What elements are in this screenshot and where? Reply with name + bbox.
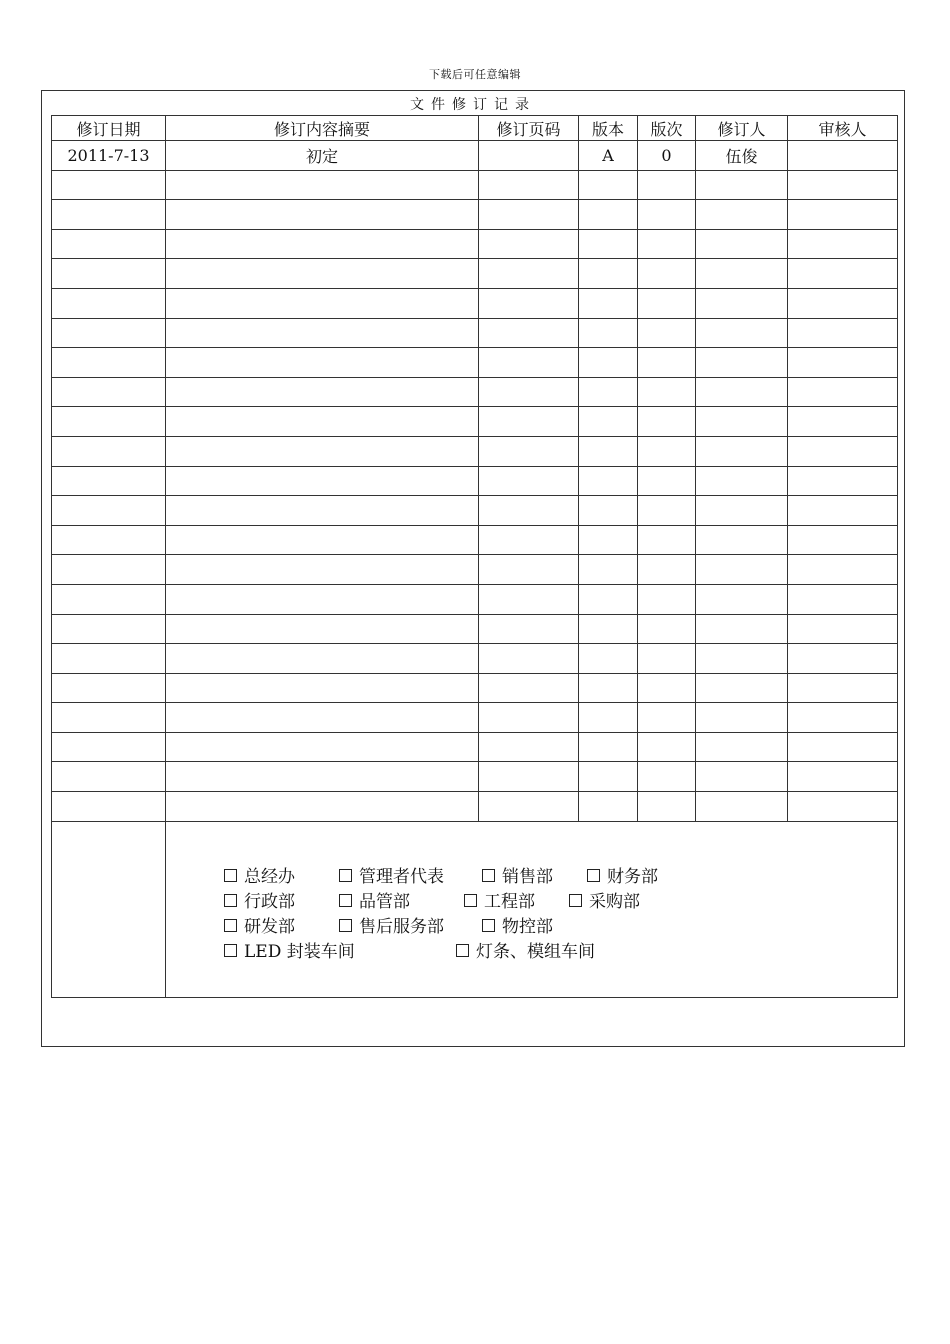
distribution-option-label: 销售部 [502,866,553,887]
distribution-option-label: 财务部 [607,866,658,887]
cell-reviser [696,792,788,822]
cell-revision-pages [479,200,579,230]
cell-revision-date [52,436,166,466]
cell-revision-date [52,377,166,407]
cell-approver [788,288,898,318]
cell-edition [638,496,696,526]
cell-reviser: 伍俊 [696,141,788,171]
cell-version [579,377,638,407]
cell-version [579,673,638,703]
table-row [52,614,898,644]
checkbox-icon[interactable] [339,919,352,932]
cell-version [579,348,638,378]
checkbox-icon[interactable] [456,944,469,957]
cell-revision-pages [479,673,579,703]
column-header-edition: 版次 [638,116,696,141]
cell-revision-date [52,792,166,822]
distribution-option[interactable] [339,887,410,912]
cell-revision-summary [166,614,479,644]
checkbox-icon[interactable] [569,894,582,907]
cell-approver [788,614,898,644]
cell-edition [638,703,696,733]
table-row [52,732,898,762]
cell-edition [638,288,696,318]
cell-reviser [696,170,788,200]
cell-revision-summary [166,407,479,437]
cell-revision-date [52,614,166,644]
distribution-checkbox-group [166,822,897,997]
distribution-option-label: 工程部 [484,891,535,912]
cell-version [579,318,638,348]
cell-revision-pages [479,644,579,674]
cell-revision-pages [479,436,579,466]
cell-revision-date [52,288,166,318]
cell-edition [638,259,696,289]
column-header-version: 版本 [579,116,638,141]
distribution-option[interactable] [587,862,658,887]
cell-approver [788,200,898,230]
distribution-option[interactable] [456,937,595,962]
cell-revision-pages [479,584,579,614]
cell-approver [788,732,898,762]
cell-approver [788,644,898,674]
cell-revision-pages [479,466,579,496]
cell-version [579,732,638,762]
top-note: 下载后可任意编辑 [429,68,521,81]
distribution-option-label: 物控部 [502,916,553,937]
checkbox-icon[interactable] [482,869,495,882]
cell-approver [788,348,898,378]
cell-edition [638,318,696,348]
cell-revision-pages [479,348,579,378]
cell-revision-summary [166,377,479,407]
cell-edition [638,377,696,407]
distribution-row [52,821,898,997]
distribution-option-label: 研发部 [244,916,295,937]
cell-edition [638,466,696,496]
cell-edition [638,762,696,792]
cell-revision-date [52,466,166,496]
cell-version [579,496,638,526]
distribution-option[interactable] [482,862,553,887]
checkbox-icon[interactable] [224,869,237,882]
table-row [52,644,898,674]
column-header-revision-summary: 修订内容摘要 [166,116,479,141]
cell-approver [788,762,898,792]
cell-revision-pages [479,141,579,171]
distribution-option[interactable] [224,937,355,962]
cell-reviser [696,466,788,496]
cell-edition: 0 [638,141,696,171]
cell-revision-date: 2011-7-13 [52,141,166,171]
cell-edition [638,584,696,614]
distribution-option-label: 灯条、模组车间 [476,941,595,962]
cell-revision-pages [479,229,579,259]
table-row [52,703,898,733]
table-row [52,229,898,259]
table-row [52,673,898,703]
cell-approver [788,673,898,703]
table-row [52,377,898,407]
distribution-option-label: 总经办 [244,866,295,887]
cell-edition [638,229,696,259]
cell-revision-pages [479,407,579,437]
cell-revision-date [52,732,166,762]
checkbox-icon[interactable] [482,919,495,932]
cell-revision-summary [166,762,479,792]
cell-version [579,259,638,289]
cell-revision-summary [166,732,479,762]
distribution-option[interactable] [224,887,295,912]
table-row [52,792,898,822]
cell-revision-date [52,644,166,674]
cell-revision-summary [166,525,479,555]
cell-revision-date [52,407,166,437]
cell-edition [638,436,696,466]
cell-revision-summary [166,792,479,822]
cell-revision-summary [166,200,479,230]
cell-reviser [696,703,788,733]
cell-revision-date [52,703,166,733]
distribution-option-label: LED 封装车间 [244,941,355,962]
cell-version [579,466,638,496]
cell-revision-date [52,584,166,614]
cell-reviser [696,584,788,614]
cell-approver [788,792,898,822]
distribution-label-cell [52,821,166,997]
cell-approver [788,318,898,348]
cell-edition [638,732,696,762]
cell-approver [788,377,898,407]
table-row [52,762,898,792]
table-row [52,436,898,466]
cell-revision-pages [479,555,579,585]
cell-reviser [696,259,788,289]
table-row [52,170,898,200]
cell-edition [638,644,696,674]
cell-version [579,584,638,614]
table-row [52,466,898,496]
distribution-option[interactable] [464,887,535,912]
cell-revision-pages [479,703,579,733]
cell-version [579,614,638,644]
distribution-option-label: 品管部 [359,891,410,912]
cell-version [579,407,638,437]
form-title: 文件修订记录 [410,97,536,113]
cell-revision-pages [479,792,579,822]
table-row [52,584,898,614]
table-row [52,348,898,378]
cell-reviser [696,377,788,407]
cell-edition [638,348,696,378]
cell-approver [788,584,898,614]
cell-reviser [696,732,788,762]
distribution-option[interactable] [224,912,295,937]
cell-revision-summary [166,229,479,259]
table-row [52,496,898,526]
cell-revision-pages [479,614,579,644]
cell-edition [638,673,696,703]
cell-revision-date [52,259,166,289]
cell-approver [788,436,898,466]
cell-version: A [579,141,638,171]
cell-revision-pages [479,732,579,762]
checkbox-icon[interactable] [587,869,600,882]
cell-reviser [696,200,788,230]
cell-reviser [696,318,788,348]
cell-approver [788,703,898,733]
cell-revision-summary [166,466,479,496]
cell-approver [788,525,898,555]
column-header-approver: 审核人 [788,116,898,141]
distribution-option-label: 行政部 [244,891,295,912]
cell-revision-summary [166,703,479,733]
cell-revision-date [52,673,166,703]
cell-version [579,288,638,318]
cell-approver [788,170,898,200]
cell-approver [788,141,898,171]
cell-reviser [696,348,788,378]
column-header-reviser: 修订人 [696,116,788,141]
cell-revision-summary [166,259,479,289]
cell-reviser [696,496,788,526]
cell-version [579,436,638,466]
cell-reviser [696,762,788,792]
cell-approver [788,229,898,259]
revision-record-form [41,90,905,1047]
cell-revision-date [52,229,166,259]
cell-revision-summary [166,584,479,614]
distribution-option-label: 管理者代表 [359,866,444,887]
distribution-option[interactable] [569,887,640,912]
cell-revision-summary [166,318,479,348]
cell-edition [638,525,696,555]
cell-revision-summary [166,673,479,703]
cell-edition [638,200,696,230]
cell-approver [788,496,898,526]
cell-version [579,200,638,230]
cell-approver [788,407,898,437]
cell-revision-date [52,555,166,585]
table-row [52,407,898,437]
checkbox-icon[interactable] [224,944,237,957]
cell-version [579,762,638,792]
cell-approver [788,466,898,496]
cell-revision-summary [166,436,479,466]
cell-revision-summary [166,170,479,200]
cell-version [579,792,638,822]
cell-approver [788,555,898,585]
cell-revision-pages [479,377,579,407]
table-row [52,288,898,318]
cell-revision-summary [166,555,479,585]
cell-revision-date [52,318,166,348]
cell-version [579,170,638,200]
cell-reviser [696,407,788,437]
cell-revision-date [52,170,166,200]
revision-table [51,115,898,998]
distribution-option-label: 售后服务部 [359,916,444,937]
cell-revision-date [52,348,166,378]
cell-reviser [696,614,788,644]
distribution-option[interactable] [224,862,295,887]
cell-revision-pages [479,170,579,200]
cell-revision-summary: 初定 [166,141,479,171]
column-header-revision-pages: 修订页码 [479,116,579,141]
cell-edition [638,555,696,585]
cell-reviser [696,229,788,259]
cell-revision-date [52,762,166,792]
table-header-row [52,116,898,141]
cell-version [579,525,638,555]
cell-reviser [696,644,788,674]
checkbox-icon[interactable] [224,894,237,907]
column-header-revision-date: 修订日期 [52,116,166,141]
cell-revision-summary [166,348,479,378]
cell-reviser [696,436,788,466]
cell-edition [638,170,696,200]
cell-revision-date [52,525,166,555]
cell-revision-pages [479,525,579,555]
cell-version [579,703,638,733]
cell-edition [638,792,696,822]
table-row [52,259,898,289]
cell-version [579,555,638,585]
cell-version [579,229,638,259]
cell-edition [638,407,696,437]
checkbox-icon[interactable] [464,894,477,907]
cell-reviser [696,555,788,585]
cell-reviser [696,288,788,318]
cell-reviser [696,673,788,703]
cell-revision-summary [166,644,479,674]
cell-revision-pages [479,762,579,792]
cell-version [579,644,638,674]
table-row [52,318,898,348]
checkbox-icon[interactable] [339,894,352,907]
distribution-option[interactable] [339,862,444,887]
cell-reviser [696,525,788,555]
checkbox-icon[interactable] [339,869,352,882]
cell-revision-pages [479,288,579,318]
cell-revision-summary [166,288,479,318]
cell-approver [788,259,898,289]
distribution-option-label: 采购部 [589,891,640,912]
table-row [52,141,898,171]
cell-revision-date [52,496,166,526]
cell-revision-date [52,200,166,230]
table-row [52,525,898,555]
distribution-list-cell [166,821,898,997]
cell-revision-summary [166,496,479,526]
cell-revision-pages [479,318,579,348]
table-row [52,200,898,230]
distribution-option[interactable] [482,912,553,937]
checkbox-icon[interactable] [224,919,237,932]
distribution-option[interactable] [339,912,444,937]
cell-revision-pages [479,496,579,526]
cell-edition [638,614,696,644]
table-row [52,555,898,585]
cell-revision-pages [479,259,579,289]
